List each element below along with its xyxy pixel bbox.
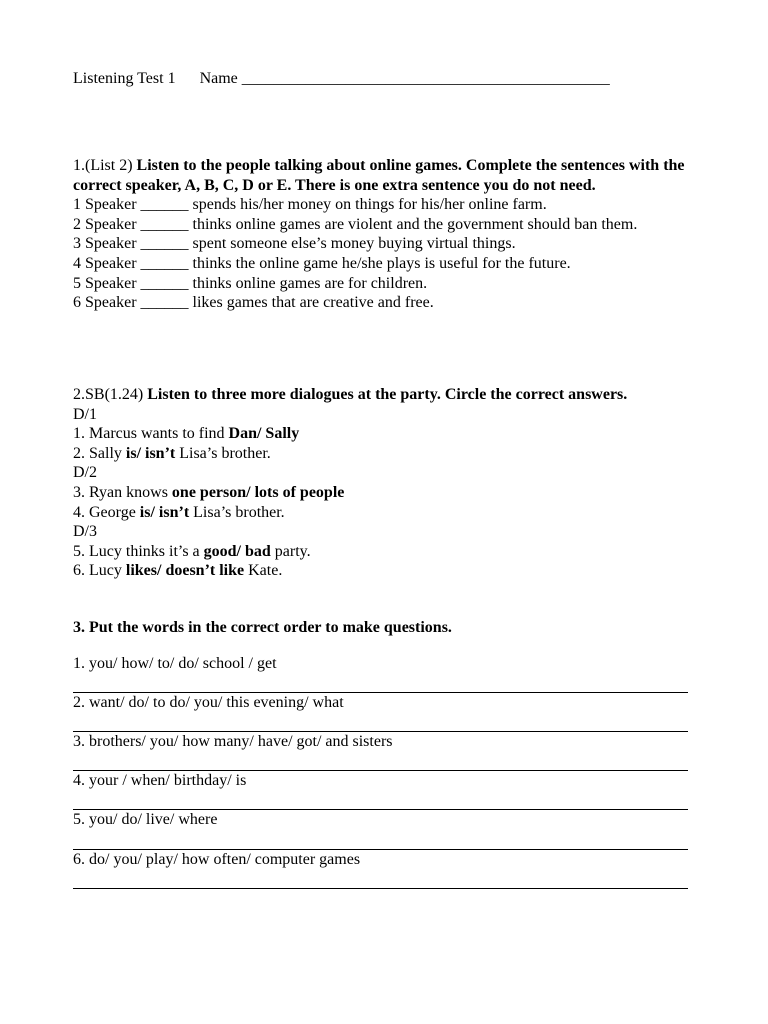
list-item: 2. Sally is/ isn’t Lisa’s brother. — [73, 444, 271, 462]
question-2-text: Listen to three more dialogues at the party. Circle the correct answers. — [147, 386, 628, 403]
answer-choice[interactable]: is/ isn’t — [139, 503, 190, 521]
list-item — [73, 654, 688, 693]
question-words: 4. your / when/ birthday/ is — [73, 772, 247, 790]
question-words: 3. brothers/ you/ how many/ have/ got/ and sisters — [73, 732, 393, 750]
answer-line[interactable] — [73, 830, 688, 850]
dialogue-label: D/1 — [73, 405, 97, 423]
test-header — [73, 69, 688, 89]
list-item: 3 Speaker ______ spent someone else’s money buying virtual things. — [73, 235, 516, 253]
list-item — [73, 693, 688, 732]
question-1-section — [73, 156, 688, 313]
list-item: 6. Lucy likes/ doesn’t like Kate. — [73, 562, 283, 580]
answer-line[interactable] — [73, 712, 688, 732]
question-words: 5. you/ do/ live/ where — [73, 811, 218, 829]
list-item — [73, 732, 688, 771]
list-item: 1 Speaker ______ spends his/her money on things for his/her online farm. — [73, 196, 547, 214]
answer-choice[interactable]: Dan/ Sally — [228, 425, 300, 443]
answer-line[interactable] — [73, 869, 688, 889]
question-3-instruction: 3. Put the words in the correct order to make questions. — [73, 619, 452, 636]
list-item: 3. Ryan knows one person/ lots of people — [73, 483, 345, 501]
list-item — [73, 850, 688, 889]
list-item: 2 Speaker ______ thinks online games are violent and the government should ban them. — [73, 215, 638, 233]
question-words: 1. you/ how/ to/ do/ school / get — [73, 654, 277, 672]
question-words: 6. do/ you/ play/ how often/ computer games — [73, 850, 361, 868]
question-2-instruction — [73, 385, 688, 405]
list-item — [73, 810, 688, 849]
list-item: 4. George is/ isn’t Lisa’s brother. — [73, 503, 285, 521]
question-words: 2. want/ do/ to do/ you/ this evening/ what — [73, 693, 344, 711]
answer-choice[interactable]: is/ isn’t — [125, 444, 176, 462]
name-blank: ______________________________________________ — [241, 70, 610, 87]
question-1-instruction — [73, 156, 688, 195]
answer-line[interactable] — [73, 752, 688, 772]
answer-line[interactable] — [73, 791, 688, 811]
name-label: Name — [199, 70, 238, 87]
answer-line[interactable] — [73, 673, 688, 693]
dialogue-label: D/2 — [73, 464, 97, 482]
dialogue-label: D/3 — [73, 523, 97, 541]
question-3-section — [73, 618, 688, 889]
answer-choice[interactable]: one person/ lots of people — [171, 483, 345, 501]
question-2-section — [73, 385, 688, 581]
list-item: 4 Speaker ______ thinks the online game he/she plays is useful for the future. — [73, 254, 571, 272]
list-item: 5. Lucy thinks it’s a good/ bad party. — [73, 542, 311, 560]
test-title: Listening Test 1 — [73, 70, 176, 87]
list-item: 1. Marcus wants to find Dan/ Sally — [73, 425, 300, 443]
question-1-prefix: 1.(List 2) — [73, 157, 137, 174]
answer-choice[interactable]: good/ bad — [203, 542, 271, 560]
list-item — [73, 771, 688, 810]
question-2-prefix: 2.SB(1.24) — [73, 386, 148, 403]
answer-choice[interactable]: likes/ doesn’t like — [125, 562, 245, 580]
list-item: 6 Speaker ______ likes games that are creative and free. — [73, 294, 434, 312]
question-1-text: Listen to the people talking about online games. Complete the sentences with the correct speaker, A, B, C, D or E. There is one extra sentence you do not need. — [73, 157, 685, 194]
list-item: 5 Speaker ______ thinks online games are for children. — [73, 274, 428, 292]
